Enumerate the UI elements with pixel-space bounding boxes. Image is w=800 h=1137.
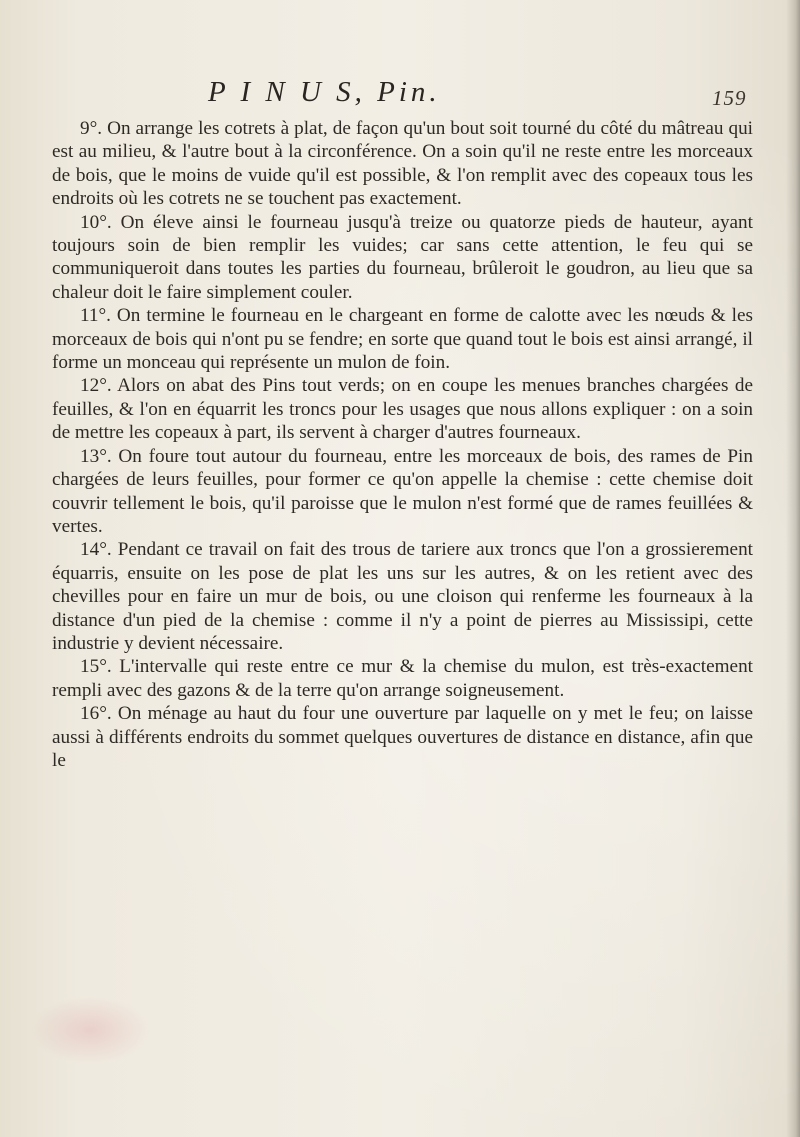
page-header bbox=[0, 72, 800, 112]
page-number: 159 bbox=[712, 86, 747, 110]
paragraph-16: 16°. On ménage au haut du four une ouverture par laquelle on y met le feu; on laisse aussi à différents endroits du sommet quelques ouvertures de distance en distance, afin que le bbox=[52, 703, 753, 771]
paragraph-14: 14°. Pendant ce travail on fait des trous de tariere aux troncs que l'on a grossierement équarris, ensuite on les pose de plat les uns sur les autres, & on les retient avec des chevilles pour en faire un mur de bois, ou une cloison qui renferme les fourneaux à la distance d'un pied de la chemise : comme il n'y a point de pierres au Mississipi, cette industrie y devient nécessaire. bbox=[52, 539, 753, 654]
paragraph-13: 13°. On foure tout autour du fourneau, entre les morceaux de bois, des rames de Pin chargées de leurs feuilles, pour former ce qu'on appelle la chemise : cette chemise doit couvrir tellement le bois, qu'il paroisse que le mulon n'est formé que de rames feuillées & vertes. bbox=[52, 445, 753, 537]
paragraph-10: 10°. On éleve ainsi le fourneau jusqu'à treize ou quatorze pieds de hauteur, ayant toujours soin de bien remplir les vuides; car sans cette attention, le feu qui se communiqueroit dans toutes les parties du fourneau, brûleroit le goudron, au lieu que sa chaleur doit le faire simplement couler. bbox=[52, 211, 753, 303]
paragraph-11: 11°. On termine le fourneau en le chargeant en forme de calotte avec les nœuds & les morceaux de bois qui n'ont pu se fendre; en sorte que quand tout le bois est ainsi arrangé, il forme un monceau qui représente un mulon de foin. bbox=[52, 305, 753, 374]
running-title: P I N U S, Pin. bbox=[208, 76, 441, 108]
paper-stain bbox=[30, 995, 150, 1065]
body-text bbox=[52, 117, 753, 772]
page-edge-shadow bbox=[786, 0, 800, 1137]
paragraph-12: 12°. Alors on abat des Pins tout verds; on en coupe les menues branches chargées de feuilles, & l'on en équarrit les troncs pour les usages que nous allons expliquer : on a soin de mettre les copeaux à part, ils servent à charger d'autres fourneaux. bbox=[52, 375, 753, 444]
paragraph-15: 15°. L'intervalle qui reste entre ce mur & la chemise du mulon, est très-exactement rempli avec des gazons & de la terre qu'on arrange soigneusement. bbox=[52, 656, 753, 701]
paragraph-9: 9°. On arrange les cotrets à plat, de façon qu'un bout soit tourné du côté du mâtreau qui est au milieu, & l'autre bout à la circonférence. On a soin qu'il ne reste entre les morceaux de bois, que le moins de vuide qu'il est possible, & l'on remplit avec des copeaux tous les endroits où les cotrets ne se touchent pas exactement. bbox=[52, 118, 753, 210]
